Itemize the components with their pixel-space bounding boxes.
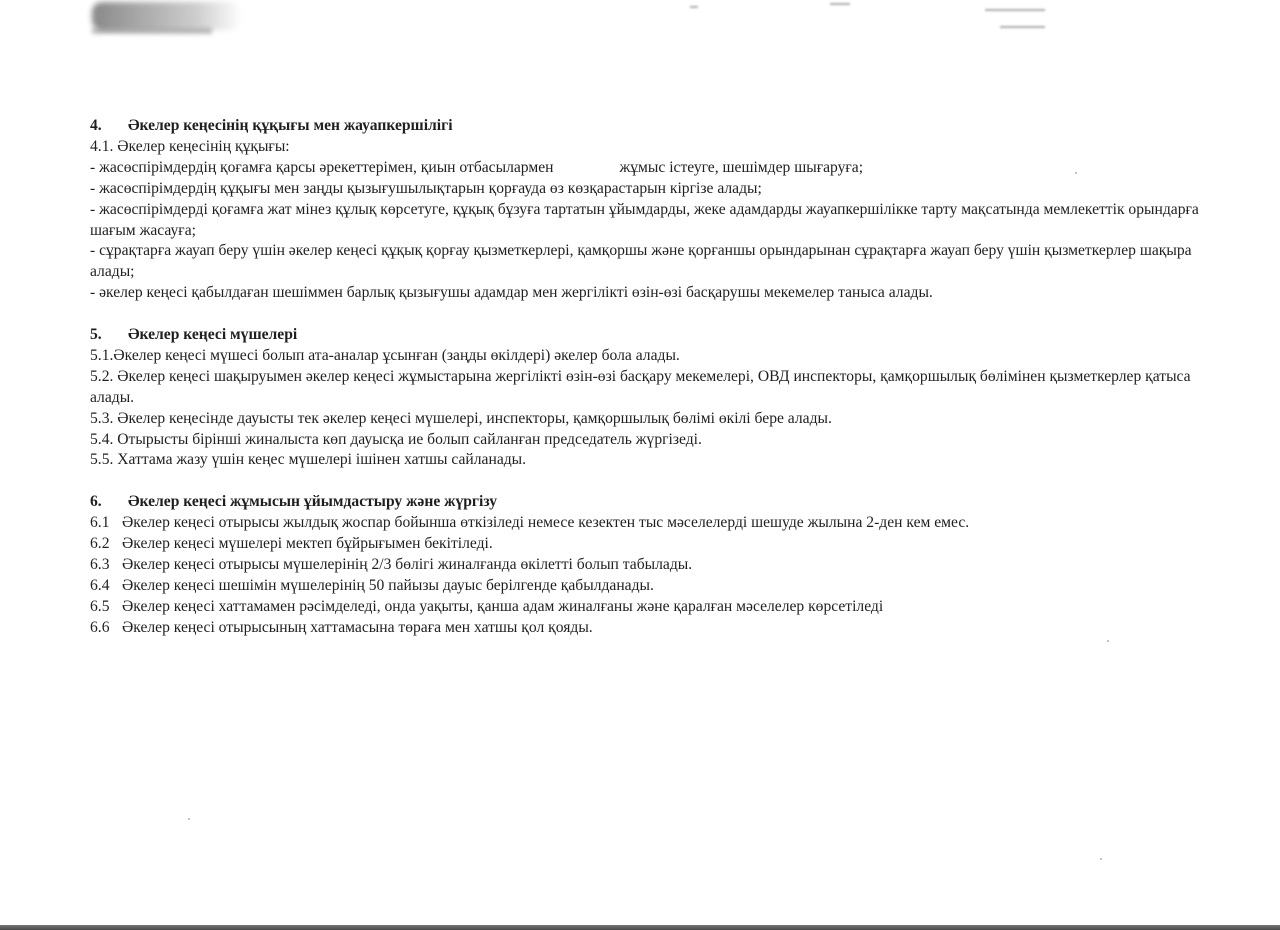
- item-number: 6.5: [90, 597, 110, 615]
- list-item: [90, 555, 1230, 576]
- section-heading: [90, 492, 1230, 513]
- section-heading: [90, 325, 1230, 346]
- list-item: [90, 597, 1230, 618]
- paragraph-line: - жасөспірімдерді қоғамға жат мінез құлық көрсетуге, құқық бұзуға тартатын ұйымдарды, жеке адамдарды жауапкершілікке тарту мақсатында мемлекеттік орындарға шағым жасауға;: [90, 200, 1199, 239]
- paragraph-line: - жасөспірімдердің құқығы мен заңды қызығушылықтарын қорғауда өз көзқарастарын кіргізе алады;: [90, 179, 762, 197]
- section-5: [90, 325, 1230, 471]
- scan-dot: [1100, 858, 1102, 860]
- paragraph-line: 5.4. Отырысты бірінші жиналыста көп дауысқа ие болып сайланған председатель жүргізеді.: [90, 430, 702, 448]
- item-number: 6.1: [90, 514, 110, 532]
- scan-dot: [1107, 640, 1109, 642]
- item-text: Әкелер кеңесі отырысының хаттамасына төраға мен хатшы қол қояды.: [122, 618, 593, 636]
- item-number: 6.4: [90, 576, 110, 594]
- paragraph-line: - әкелер кеңесі қабылдаған шешіммен барлық қызығушы адамдар мен жергілікті өзін-өзі басқарушы мекемелер таныса алады.: [90, 284, 933, 302]
- item-text: Әкелер кеңесі шешімін мүшелерінің 50 пайызы дауыс берілгенде қабылданады.: [122, 576, 654, 594]
- paragraph-line: - сұрақтарға жауап беру үшін әкелер кеңесі құқық қорғау қызметкерлері, қамқоршы және қорғаншы орындарынан сұрақтарға жауап беру үшін қызметкерлер шақыра алады;: [90, 242, 1192, 281]
- paragraph-line: 5.5. Хаттама жазу үшін кеңес мүшелері ішінен хатшы сайланады.: [90, 451, 527, 469]
- list-item: [90, 618, 1230, 639]
- line-part: - жасөспірімдердің қоғамға қарсы әрекеттерімен, қиын отбасылармен: [90, 158, 554, 176]
- list-item: [90, 513, 1230, 534]
- section-number: 5.: [90, 326, 102, 344]
- paragraph-line: 5.1.Әкелер кеңесі мүшесі болып ата-аналар ұсынған (заңды өкілдері) әкелер бола алады.: [90, 346, 680, 364]
- section-title: Әкелер кеңесі мүшелері: [128, 326, 298, 344]
- scan-mark: [985, 9, 1045, 11]
- scan-mark: [690, 6, 698, 8]
- item-number: 6.6: [90, 618, 110, 636]
- list-item: [90, 576, 1230, 597]
- scan-mark: [1000, 26, 1045, 28]
- section-title: Әкелер кеңесінің құқығы мен жауапкершілігі: [128, 117, 453, 134]
- section-6: [90, 492, 1230, 638]
- item-number: 6.3: [90, 556, 110, 573]
- item-text: Әкелер кеңесі мүшелері мектеп бұйрығымен бекітіледі.: [122, 535, 493, 553]
- list-item: [90, 534, 1230, 555]
- line-part: жұмыс істеуге, шешімдер шығаруға;: [619, 158, 864, 176]
- paragraph-line: 5.3. Әкелер кеңесінде дауысты тек әкелер кеңесі мүшелері, инспекторы, қамқоршылық бөлімі өкілі бере алады.: [90, 409, 832, 427]
- paragraph-line: 4.1. Әкелер кеңесінің құқығы:: [90, 137, 290, 155]
- section-title: Әкелер кеңесі жұмысын ұйымдастыру және жүргізу: [128, 493, 498, 511]
- scan-smudge: [92, 28, 212, 34]
- scan-dot: [188, 818, 190, 820]
- paragraph-line: [90, 158, 1230, 179]
- item-number: 6.2: [90, 535, 110, 553]
- scan-smudge: [92, 2, 242, 30]
- item-text: Әкелер кеңесі отырысы мүшелерінің 2/3 бөлігі жиналғанда өкілетті болып табылады.: [122, 556, 693, 573]
- document-body: [90, 116, 1230, 639]
- item-text: Әкелер кеңесі хаттамамен рәсімделеді, онда уақыты, қанша адам жиналғаны және қаралған мәселелер көрсетіледі: [122, 597, 884, 615]
- section-4: [90, 116, 1230, 304]
- section-number: 6.: [90, 493, 102, 511]
- scan-mark: [830, 3, 850, 5]
- section-heading: [90, 116, 1230, 137]
- section-number: 4.: [90, 117, 102, 134]
- item-text: Әкелер кеңесі отырысы жылдық жоспар бойынша өткізіледі немесе кезектен тыс мәселелерді шешуде жылына 2-ден кем емес.: [122, 514, 970, 532]
- scan-bottom-edge: [0, 925, 1280, 930]
- paragraph-line: 5.2. Әкелер кеңесі шақыруымен әкелер кеңесі жұмыстарына жергілікті өзін-өзі басқару мекемелері, ОВД инспекторы, қамқоршылық бөлімінен қызметкерлер қатыса алады.: [90, 367, 1191, 406]
